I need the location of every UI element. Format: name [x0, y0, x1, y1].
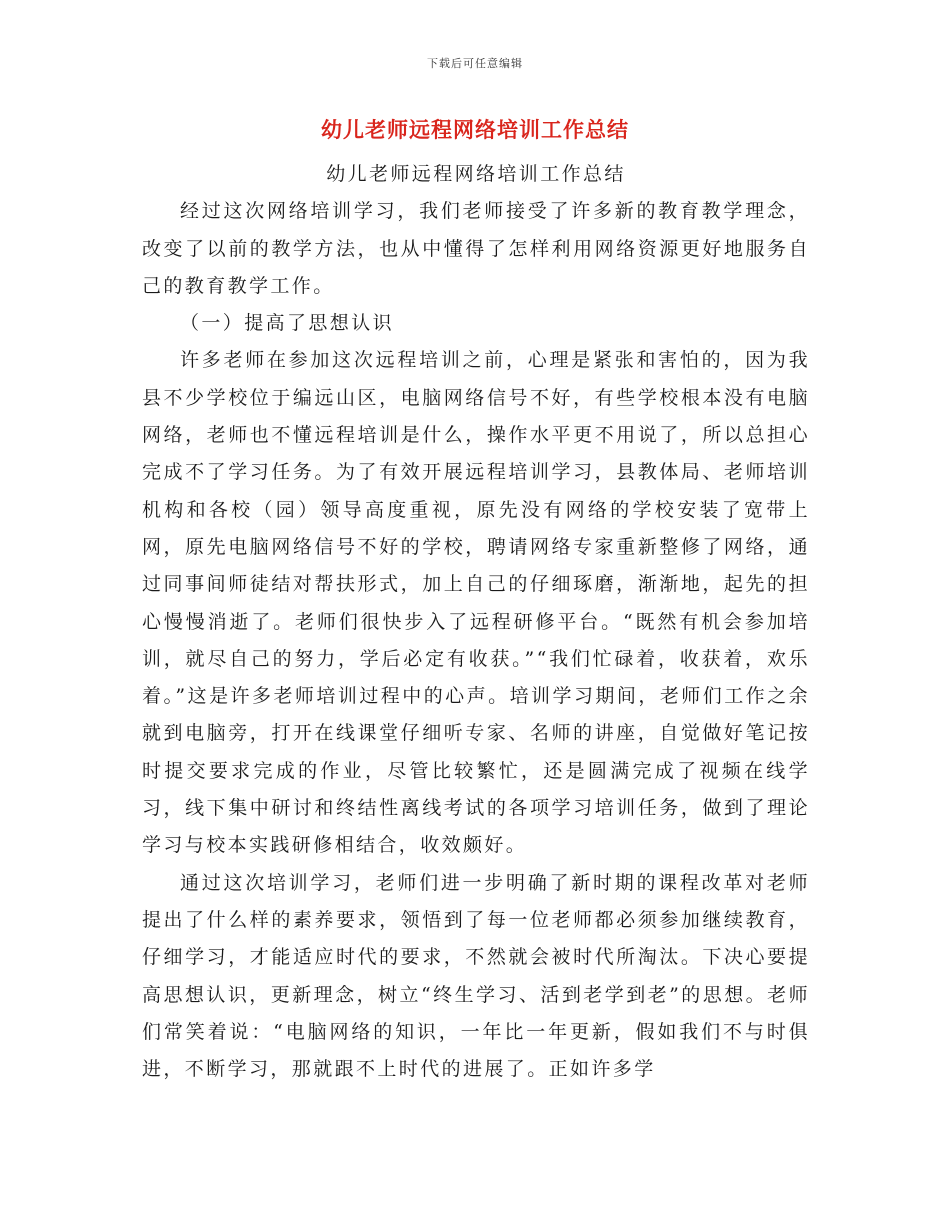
document-subtitle: 幼儿老师远程网络培训工作总结 — [326, 163, 626, 185]
document-title: 幼儿老师远程网络培训工作总结 — [321, 117, 629, 142]
paragraph-body-2: 通过这次培训学习，老师们进一步明确了新时期的课程改革对老师提出了什么样的素养要求，领悟到了每一位老师都必须参加继续教育，仔细学习，才能适应时代的要求，不然就会被时代所淘汰。下决心要提高思想认识，更新理念，树立“终生学习、活到老学到老”的思想。老师们常笑着说：“电脑网络的知识，一年比一年更新，假如我们不与时俱进，不断学习，那就跟不上时代的进展了。正如许多学 — [142, 871, 810, 1081]
paragraph-body-1: 许多老师在参加这次远程培训之前，心理是紧张和害怕的，因为我县不少学校位于编远山区，电脑网络信号不好，有些学校根本没有电脑网络，老师也不懂远程培训是什么，操作水平更不用说了，所以总担心完成不了学习任务。为了有效开展远程培训学习，县教体局、老师培训机构和各校（园）领导高度重视，原先没有网络的学校安装了宽带上网，原先电脑网络信号不好的学校，聘请网络专家重新整修了网络，通过同事间师徒结对帮扶形式，加上自己的仔细琢磨，渐渐地，起先的担心慢慢消逝了。老师们很快步入了远程研修平台。“既然有机会参加培训，就尽自己的努力，学后必定有收获。”“我们忙碌着，收获着，欢乐着。”这是许多老师培训过程中的心声。培训学习期间，老师们工作之余就到电脑旁，打开在线课堂仔细听专家、名师的讲座，自觉做好笔记按时提交要求完成的作业，尽管比较繁忙，还是圆满完成了视频在线学习，线下集中研讨和终结性离线考试的各项学习培训任务，做到了理论学习与校本实践研修相结合，收效颇好。 — [142, 349, 810, 857]
page-header: 下载后可任意编辑 — [427, 57, 523, 70]
document-body — [142, 156, 810, 1088]
paragraph-intro: 经过这次网络培训学习，我们老师接受了许多新的教育教学理念，改变了以前的教学方法，也从中懂得了怎样利用网络资源更好地服务自己的教育教学工作。 — [142, 200, 810, 297]
section-heading: （一）提高了思想认识 — [180, 312, 395, 335]
